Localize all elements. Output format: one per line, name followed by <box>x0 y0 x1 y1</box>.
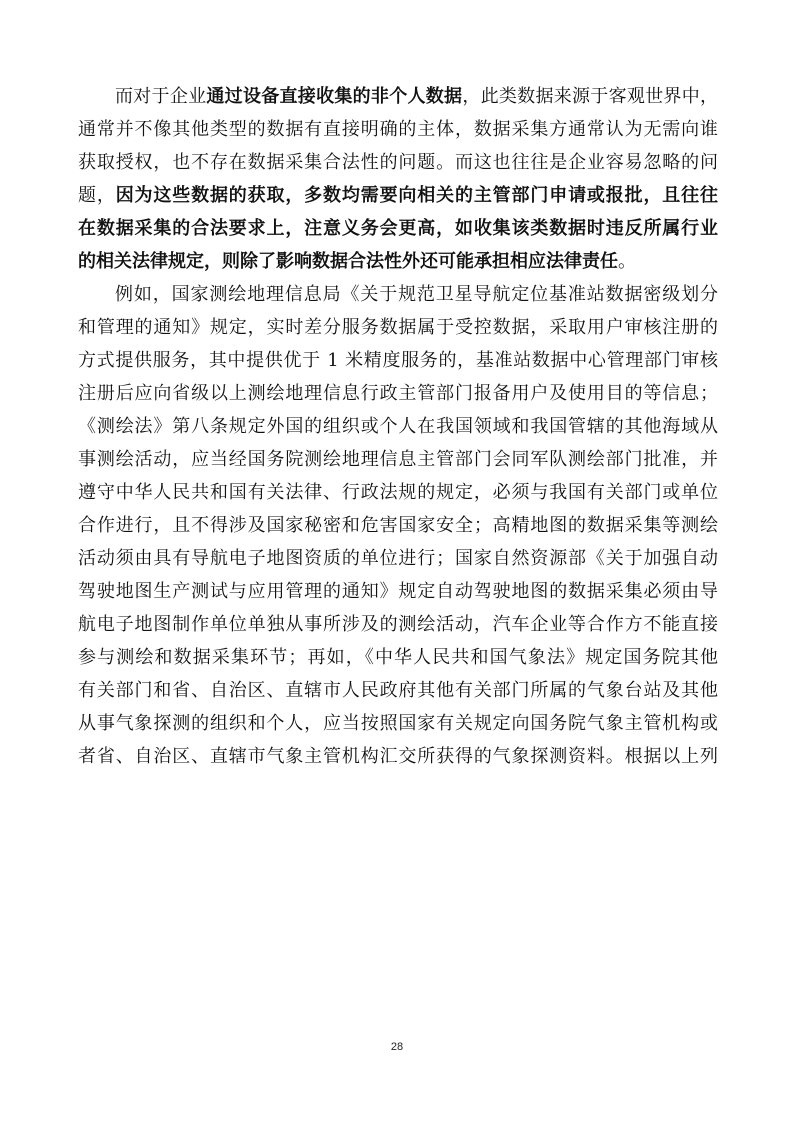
text-run: 而对于企业 <box>115 86 207 107</box>
text-run: 例如，国家测绘地理信息局《关于规范卫星导航定位基准站数据密级划分 <box>115 284 718 305</box>
bold-text-run: 因为这些数据的获取，多数均需要向相关的主管部门申请或报批，且往往 <box>115 185 719 206</box>
page-number: 28 <box>390 1041 404 1053</box>
text-run: 者省、自治区、直辖市气象主管机构汇交所获得的气象探测资料。根据以上列 <box>78 746 718 767</box>
text-line <box>78 311 718 344</box>
text-run: 参与测绘和数据采集环节；再如，《中华人民共和国气象法》规定国务院其他 <box>78 647 718 668</box>
text-line <box>78 707 718 740</box>
paragraph-examples <box>78 278 718 773</box>
text-line <box>78 575 718 608</box>
bold-text-run: 在数据采集的合法要求上，注意义务会更高，如收集该类数据时违反所属行业 <box>78 218 718 239</box>
text-line <box>78 542 718 575</box>
text-line <box>78 179 718 212</box>
text-run: 《测绘法》第八条规定外国的组织或个人在我国领域和我国管辖的其他海域从 <box>78 416 718 437</box>
text-line <box>78 641 718 674</box>
text-line <box>78 608 718 641</box>
text-line <box>78 509 718 542</box>
text-line <box>78 212 718 245</box>
text-line <box>78 740 718 773</box>
text-run: 从事气象探测的组织和个人，应当按照国家有关规定向国务院气象主管机构或 <box>78 713 718 734</box>
text-run: 合作进行，且不得涉及国家秘密和危害国家安全；高精地图的数据采集等测绘 <box>78 515 718 536</box>
text-run: 题， <box>78 185 116 206</box>
text-run: 有关部门和省、自治区、直辖市人民政府其他有关部门所属的气象台站及其他 <box>78 680 718 701</box>
text-run: 注册后应向省级以上测绘地理信息行政主管部门报备用户及使用目的等信息； <box>78 383 718 404</box>
bold-text-run: 的相关法律规定，则除了影响数据合法性外还可能承担相应法律责任 <box>78 251 618 272</box>
text-line <box>78 80 718 113</box>
text-line <box>78 443 718 476</box>
text-line <box>78 146 718 179</box>
text-line <box>78 344 718 377</box>
text-run: 。 <box>618 251 636 272</box>
paragraph-non-personal-data <box>78 80 718 278</box>
text-line <box>78 245 718 278</box>
text-run: 方式提供服务，其中提供优于 1 米精度服务的，基准站数据中心管理部门审核 <box>78 350 718 371</box>
text-line <box>78 476 718 509</box>
text-line <box>78 113 718 146</box>
text-run: ，此类数据来源于客观世界中， <box>462 86 718 107</box>
text-run: 航电子地图制作单位单独从事所涉及的测绘活动，汽车企业等合作方不能直接 <box>78 614 718 635</box>
text-line <box>78 278 718 311</box>
text-run: 活动须由具有导航电子地图资质的单位进行；国家自然资源部《关于加强自动 <box>78 548 718 569</box>
text-run: 遵守中华人民共和国有关法律、行政法规的规定，必须与我国有关部门或单位 <box>78 482 718 503</box>
document-body <box>78 80 718 773</box>
text-run: 获取授权，也不存在数据采集合法性的问题。而这也往往是企业容易忽略的问 <box>78 152 718 173</box>
text-line <box>78 410 718 443</box>
bold-text-run: 通过设备直接收集的非个人数据 <box>206 86 463 107</box>
text-line <box>78 377 718 410</box>
text-run: 驾驶地图生产测试与应用管理的通知》规定自动驾驶地图的数据采集必须由导 <box>78 581 718 602</box>
text-run: 通常并不像其他类型的数据有直接明确的主体，数据采集方通常认为无需向谁 <box>78 119 718 140</box>
text-run: 和管理的通知》规定，实时差分服务数据属于受控数据，采取用户审核注册的 <box>78 317 718 338</box>
text-line <box>78 674 718 707</box>
text-run: 事测绘活动，应当经国务院测绘地理信息主管部门会同军队测绘部门批准，并 <box>78 449 718 470</box>
